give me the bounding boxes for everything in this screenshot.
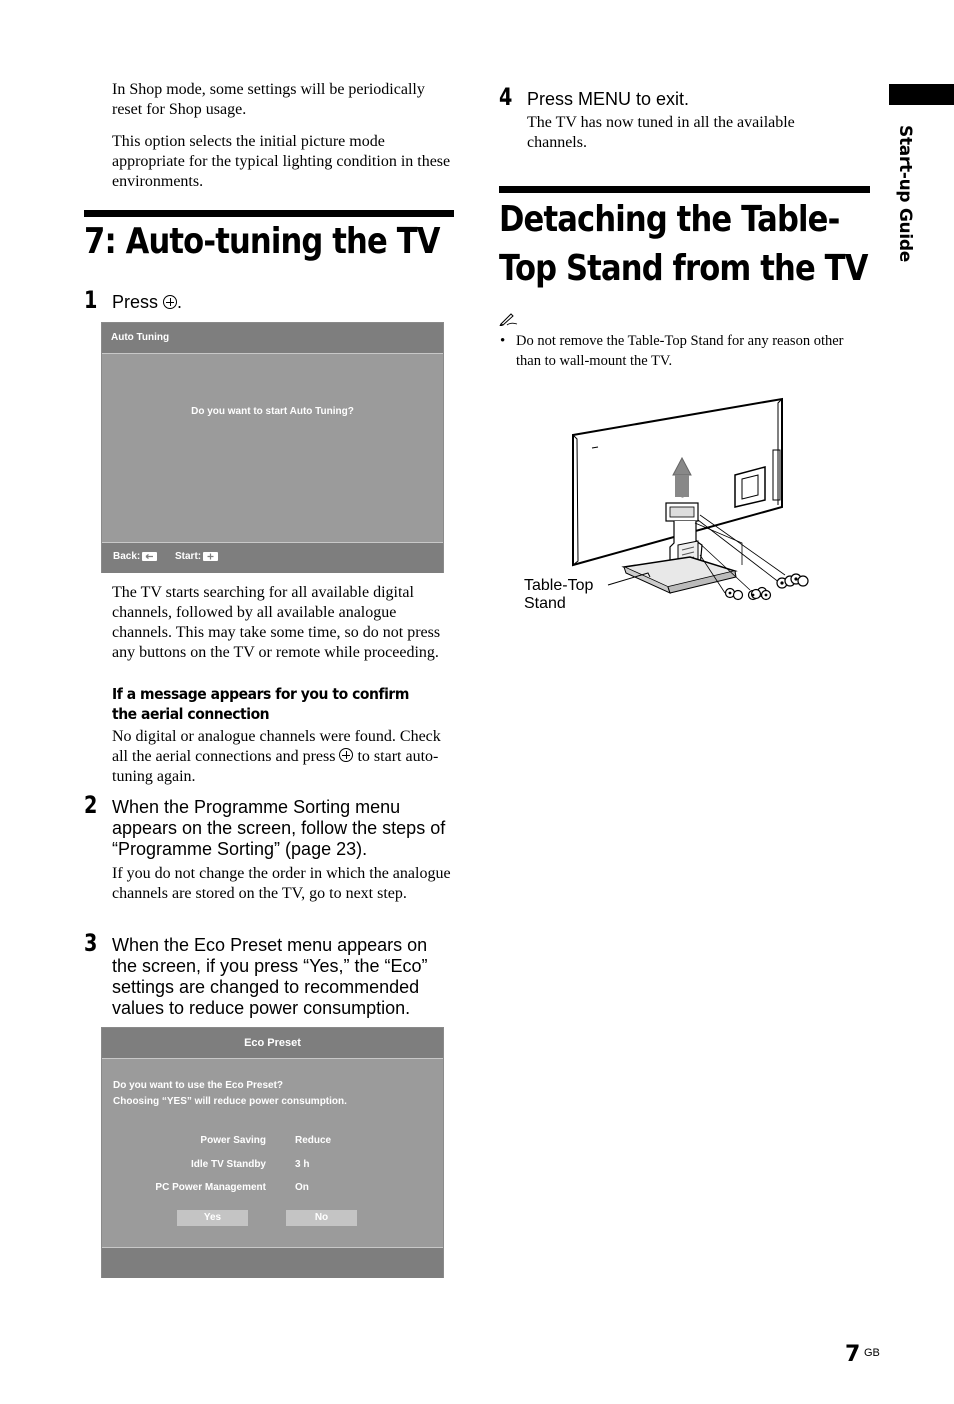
aerial-text-start: No digital or analogue channels were found. Check all the aerial connections and press <box>112 728 441 765</box>
page-number: 7 <box>845 1342 861 1367</box>
eco-question: Do you want to use the Eco Preset? <box>113 1080 284 1091</box>
divider <box>102 353 443 354</box>
back-label: Back: <box>113 551 141 562</box>
step-1-text: Press . <box>112 292 183 312</box>
divider <box>102 1058 443 1059</box>
back-hint <box>113 551 157 562</box>
side-tab-text: Start-up Guide <box>895 125 915 262</box>
page-suffix: GB <box>864 1347 880 1359</box>
start-label: Start: <box>175 551 202 562</box>
side-tab-marker <box>889 84 954 105</box>
label-line-2: Stand <box>524 595 566 612</box>
row-pc-power-value: On <box>295 1182 309 1193</box>
step-number-3: 3 <box>84 929 98 957</box>
eco-footer-bar <box>102 1248 443 1278</box>
back-key-icon <box>142 552 157 561</box>
heading-auto-tuning: 7: Auto-tuning the TV <box>84 221 440 262</box>
heading-detaching-line1: Detaching the Table- <box>499 199 840 240</box>
row-power-saving-value: Reduce <box>295 1135 332 1146</box>
intro-paragraph-picture-mode: This option selects the initial picture mode appropriate for the typical lighting condition in these environments. <box>112 133 451 190</box>
step-1-label: Press <box>112 292 159 312</box>
step-4-note: The TV has now tuned in all the available channels. <box>527 114 795 151</box>
aerial-subheading: If a message appears for you to confirm the aerial connection <box>112 685 409 723</box>
no-button[interactable]: No <box>286 1210 357 1226</box>
step-number-4: 4 <box>499 83 513 111</box>
aerial-text-end: to start auto-tuning again. <box>112 748 439 785</box>
enter-key-icon <box>203 552 218 561</box>
step-2-text: When the Programme Sorting menu appears on the screen, follow the steps of “Programme Sorting” (page 23). <box>112 797 446 859</box>
row-pc-power-label: PC Power Management <box>155 1182 266 1193</box>
note-bullet-text: Do not remove the Table-Top Stand for any reason other than to wall-mount the TV. <box>516 333 844 369</box>
label-line-1: Table-Top <box>524 577 594 594</box>
enter-button-icon <box>163 295 177 309</box>
table-top-stand-label <box>524 577 593 613</box>
auto-tuning-question: Do you want to start Auto Tuning? <box>191 406 354 417</box>
step-4-text: Press MENU to exit. <box>527 89 690 109</box>
yes-button[interactable]: Yes <box>177 1210 248 1226</box>
heading-detaching-line2: Top Stand from the TV <box>499 248 868 289</box>
bullet-dot: • <box>500 333 506 349</box>
section-rule-detaching <box>499 186 870 193</box>
eco-preset-title: Eco Preset <box>244 1037 301 1049</box>
aerial-instruction <box>112 727 457 787</box>
step-number-2: 2 <box>84 791 98 819</box>
note-pencil-icon <box>499 312 519 326</box>
auto-tuning-footer-bar <box>102 543 443 573</box>
auto-tuning-title: Auto Tuning <box>111 332 170 343</box>
step-number-1: 1 <box>84 286 98 314</box>
section-rule-auto-tuning <box>84 210 454 217</box>
enter-button-icon <box>339 748 353 762</box>
eco-preset-screen <box>101 1027 444 1278</box>
step-2-note: If you do not change the order in which the analogue channels are stored on the TV, go to next step. <box>112 865 451 902</box>
start-hint <box>175 551 218 562</box>
step-3-text: When the Eco Preset menu appears on the screen, if you press “Yes,” the “Eco” settings are changed to recommended values to reduce power consumption. <box>112 935 428 1018</box>
auto-tuning-title-bar <box>102 323 443 353</box>
row-idle-standby-label: Idle TV Standby <box>190 1159 266 1170</box>
auto-tuning-description: The TV starts searching for all available digital channels, followed by all available analogue channels. This may take some time, so do not press any buttons on the TV or remote while proceeding. <box>112 584 441 661</box>
row-idle-standby-value: 3 h <box>295 1159 310 1170</box>
intro-paragraph-shop-mode: In Shop mode, some settings will be periodically reset for Shop usage. <box>112 81 425 118</box>
auto-tuning-screen <box>101 322 444 573</box>
eco-preset-title-bar <box>102 1028 443 1058</box>
row-power-saving-label: Power Saving <box>200 1135 266 1146</box>
eco-explanation: Choosing “YES” will reduce power consumption. <box>113 1096 347 1107</box>
side-tab-label <box>893 125 915 265</box>
